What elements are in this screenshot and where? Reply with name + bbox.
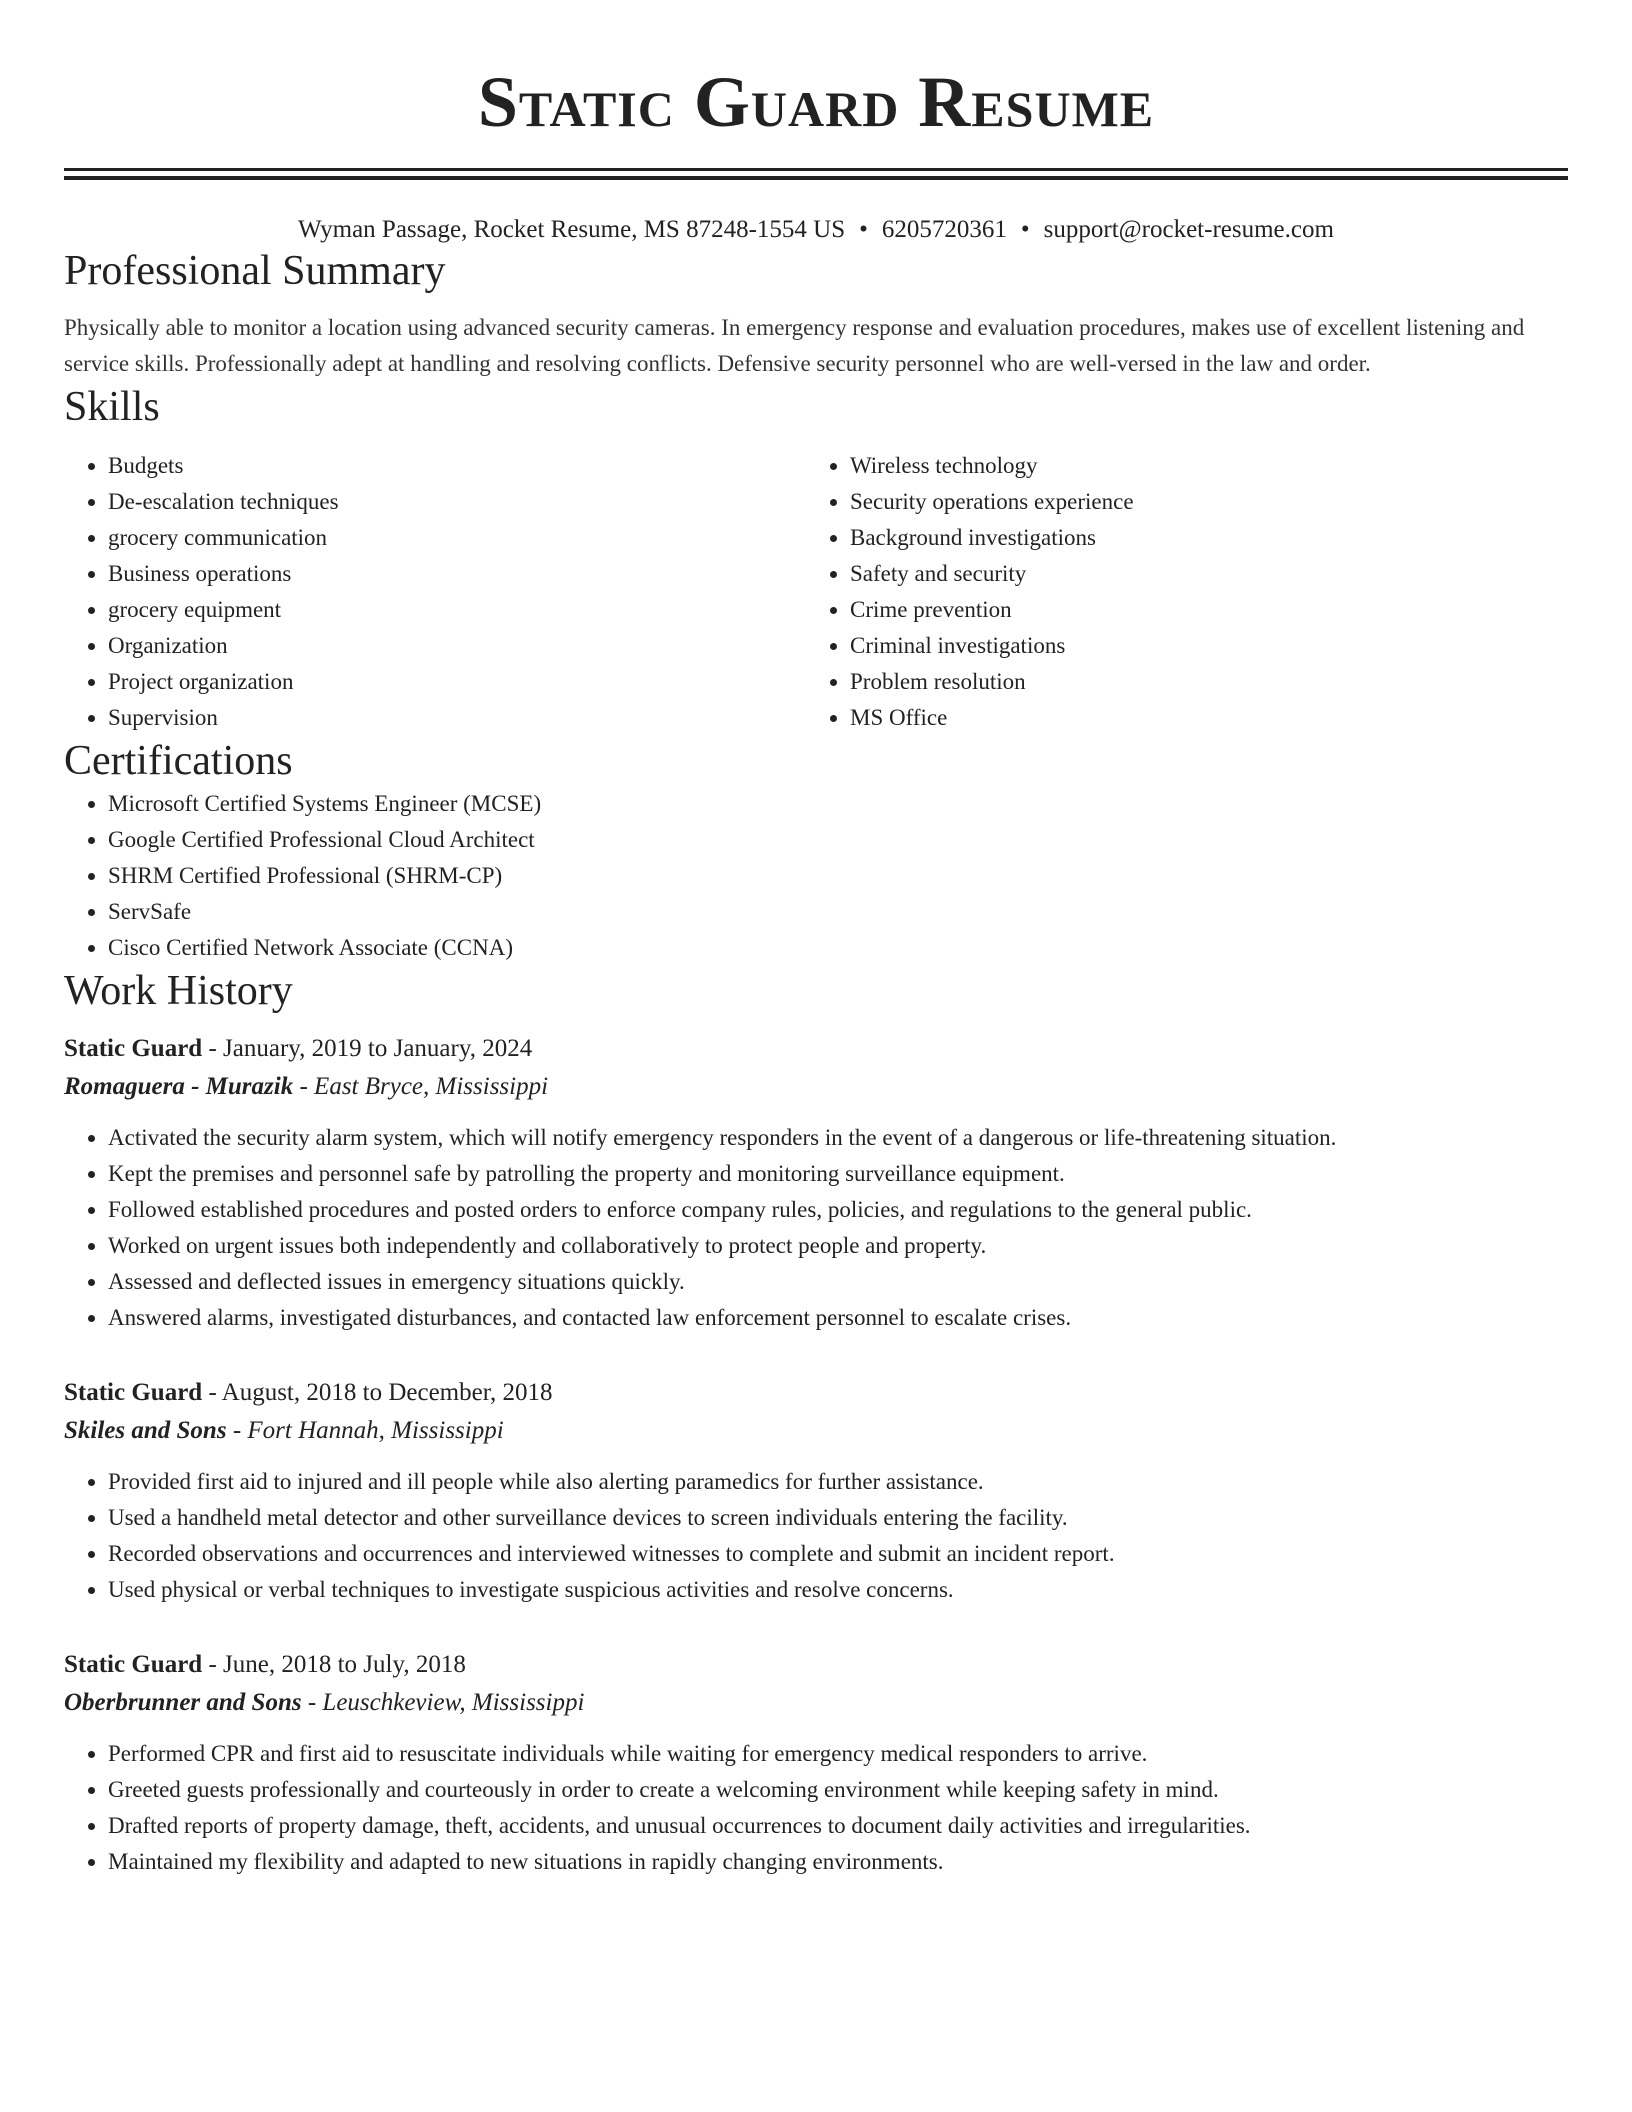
job-duty-item: • Activated the security alarm system, which will notify emergency responders in the event of a dangerous or life-threatening situation. (108, 1120, 1568, 1156)
job-duty-item: • Kept the premises and personnel safe by patrolling the property and monitoring surveillance equipment. (108, 1156, 1568, 1192)
job-title-line (64, 1646, 1568, 1684)
skill-item: • Business operations (108, 556, 806, 592)
skill-item: • Security operations experience (850, 484, 1548, 520)
skill-item: • Wireless technology (850, 448, 1548, 484)
certification-item: • ServSafe (108, 894, 1568, 930)
skill-item: • Organization (108, 628, 806, 664)
skill-item: • MS Office (850, 700, 1548, 736)
contact-line (64, 214, 1568, 246)
skills-list-left (64, 448, 806, 736)
skill-item: • grocery equipment (108, 592, 806, 628)
job-duty-item: • Answered alarms, investigated disturbances, and contacted law enforcement personnel to escalate crises. (108, 1300, 1568, 1336)
contact-separator: • (1020, 216, 1030, 243)
certifications-list (64, 786, 1568, 966)
certifications-heading: Certifications (64, 738, 293, 784)
job-duty-item: • Drafted reports of property damage, theft, accidents, and unusual occurrences to document daily activities and irregularities. (108, 1808, 1568, 1844)
skill-item: • Problem resolution (850, 664, 1548, 700)
job-company: Skiles and Sons (64, 1417, 227, 1444)
job-title-line (64, 1030, 1568, 1068)
job-entry (64, 1646, 1568, 1880)
job-role: Static Guard (64, 1379, 203, 1406)
skill-item: • Background investigations (850, 520, 1548, 556)
job-dates: - August, 2018 to December, 2018 (202, 1379, 553, 1406)
certification-item: • Google Certified Professional Cloud Architect (108, 822, 1568, 858)
job-entry (64, 1030, 1568, 1336)
skills-grid (64, 448, 1568, 736)
job-duty-item: • Worked on urgent issues both independently and collaboratively to protect people and property. (108, 1228, 1568, 1264)
skill-item: • Supervision (108, 700, 806, 736)
skills-heading: Skills (64, 384, 160, 430)
certification-item: • Cisco Certified Network Associate (CCNA) (108, 930, 1568, 966)
job-duties-list (64, 1736, 1568, 1880)
summary-heading: Professional Summary (64, 248, 446, 294)
summary-text: Physically able to monitor a location using advanced security cameras. In emergency response and evaluation procedures, makes use of excellent listening and service skills. Professionally adept at handling and resolving conflicts. Defensive security personnel who are well-versed in the law and order. (64, 315, 1525, 376)
work-history-heading: Work History (64, 968, 293, 1014)
contact-phone: 6205720361 (881, 216, 1007, 243)
skill-item: • Project organization (108, 664, 806, 700)
job-company: Romaguera - Murazik (64, 1073, 294, 1100)
job-location: - Leuschkeview, Mississippi (301, 1689, 585, 1716)
resume-title: Static Guard Resume (477, 62, 1155, 142)
skill-item: • grocery communication (108, 520, 806, 556)
skill-item: • De-escalation techniques (108, 484, 806, 520)
job-role: Static Guard (64, 1651, 203, 1678)
job-role: Static Guard (64, 1035, 203, 1062)
job-company-line (64, 1684, 1568, 1722)
contact-address: Wyman Passage, Rocket Resume, MS 87248-1554 US (298, 216, 846, 243)
job-location: - East Bryce, Mississippi (293, 1073, 549, 1100)
job-duty-item: • Provided first aid to injured and ill people while also alerting paramedics for further assistance. (108, 1464, 1568, 1500)
job-duty-item: • Used a handheld metal detector and other surveillance devices to screen individuals entering the facility. (108, 1500, 1568, 1536)
job-company-line (64, 1412, 1568, 1450)
skill-item: • Crime prevention (850, 592, 1548, 628)
job-location: - Fort Hannah, Mississippi (226, 1417, 504, 1444)
job-duty-item: • Greeted guests professionally and courteously in order to create a welcoming environment while keeping safety in mind. (108, 1772, 1568, 1808)
job-title-line (64, 1374, 1568, 1412)
skill-item: • Safety and security (850, 556, 1548, 592)
title-divider (64, 168, 1568, 180)
job-company-line (64, 1068, 1568, 1106)
job-duties-list (64, 1120, 1568, 1336)
job-duties-list (64, 1464, 1568, 1608)
job-duty-item: • Recorded observations and occurrences and interviewed witnesses to complete and submit an incident report. (108, 1536, 1568, 1572)
contact-separator: • (859, 216, 868, 243)
job-duty-item: • Maintained my flexibility and adapted to new situations in rapidly changing environments. (108, 1844, 1568, 1880)
job-duty-item: • Assessed and deflected issues in emergency situations quickly. (108, 1264, 1568, 1300)
skills-column-left (64, 448, 806, 736)
job-duty-item: • Performed CPR and first aid to resuscitate individuals while waiting for emergency medical responders to arrive. (108, 1736, 1568, 1772)
job-duty-item: • Followed established procedures and posted orders to enforce company rules, policies, and regulations to the general public. (108, 1192, 1568, 1228)
contact-email: support@rocket-resume.com (1043, 216, 1334, 243)
skills-column-right (806, 448, 1548, 736)
certification-item: • SHRM Certified Professional (SHRM-CP) (108, 858, 1568, 894)
job-duty-item: • Used physical or verbal techniques to investigate suspicious activities and resolve concerns. (108, 1572, 1568, 1608)
skills-list-right (806, 448, 1548, 736)
certification-item: • Microsoft Certified Systems Engineer (MCSE) (108, 786, 1568, 822)
job-dates: - June, 2018 to July, 2018 (202, 1651, 466, 1678)
skill-item: • Budgets (108, 448, 806, 484)
job-entry (64, 1374, 1568, 1608)
skill-item: • Criminal investigations (850, 628, 1548, 664)
job-dates: - January, 2019 to January, 2024 (202, 1035, 533, 1062)
job-company: Oberbrunner and Sons (64, 1689, 302, 1716)
